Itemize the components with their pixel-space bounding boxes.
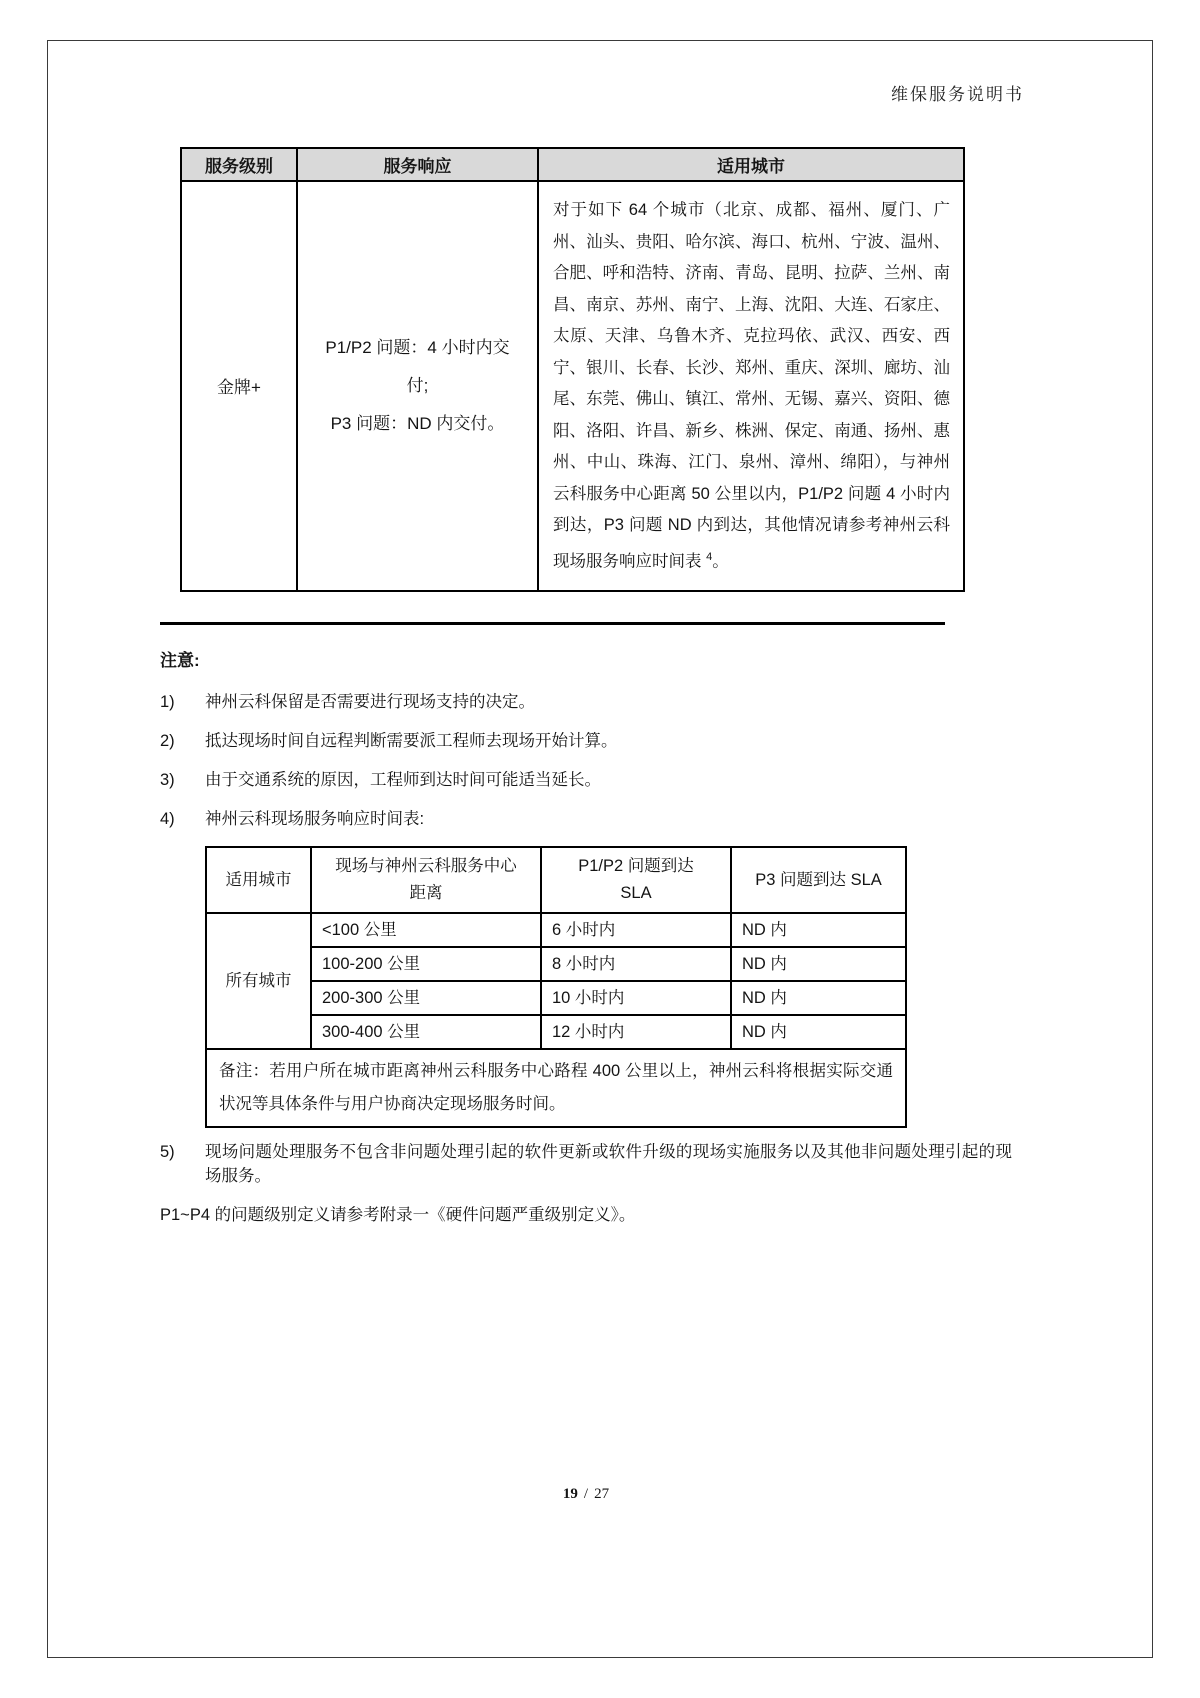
note-item-2 [160, 729, 1012, 753]
service-level-table [180, 147, 965, 592]
city-scope-cell: 所有城市 [206, 913, 311, 1049]
table-row [206, 947, 906, 981]
p3-sla-cell: ND 内 [731, 981, 906, 1015]
p1p2-sla-cell: 6 小时内 [541, 913, 731, 947]
service-response-cell [297, 181, 538, 591]
response-p3-text: P3 问题：ND 内交付。 [330, 413, 505, 433]
p1p2-sla-cell: 8 小时内 [541, 947, 731, 981]
table-row [206, 1015, 906, 1049]
column-header-service-level: 服务级别 [181, 148, 297, 181]
cities-paragraph: 对于如下 64 个城市（北京、成都、福州、厦门、广州、汕头、贵阳、哈尔滨、海口、杭州、宁波、温州、合肥、呼和浩特、济南、青岛、昆明、拉萨、兰州、南昌、南京、苏州、南宁、上海、沈阳、大连、石家庄、太原、天津、乌鲁木齐、克拉玛依、武汉、西安、西宁、银川、长春、长沙、郑州、重庆、深圳、廊坊、汕尾、东莞、佛山、镇江、常州、无锡、嘉兴、资阳、德阳、洛阳、许昌、新乡、株洲、保定、南通、扬州、惠州、中山、珠海、江门、泉州、漳州、绵阳），与神州云科服务中心距离 50 公里以内，P1/P2 问题 4 小时内到达，P3 问题 ND 内到达，其他情况请参考神州云科现场服务响应时间表 [553, 201, 950, 570]
note-number: 4) [160, 810, 175, 828]
note-item-4 [160, 807, 1012, 831]
page-number-current: 19 [562, 1486, 578, 1502]
section-divider [160, 622, 945, 625]
service-table-header-row [181, 148, 964, 181]
document-header-title: 维保服务说明书 [891, 85, 1024, 104]
column-header-distance [311, 847, 541, 913]
note-number: 2) [160, 732, 175, 750]
p3-sla-cell: ND 内 [731, 947, 906, 981]
note-number: 1) [160, 693, 175, 711]
column-header-p3-sla: P3 问题到达 SLA [731, 847, 906, 913]
page-number-total: 27 [594, 1486, 610, 1502]
note-number: 5) [160, 1143, 175, 1161]
applicable-cities-cell [538, 181, 964, 591]
notes-title: 注意: [160, 651, 200, 670]
service-level-cell: 金牌+ [181, 181, 297, 591]
note-text: 神州云科保留是否需要进行现场支持的决定。 [205, 693, 535, 711]
footnote-reference: 4 [706, 550, 713, 563]
note-text: 由于交通系统的原因，工程师到达时间可能适当延长。 [205, 771, 601, 789]
note-item-5 [160, 1140, 1012, 1188]
note-number: 3) [160, 771, 175, 789]
note-text: 抵达现场时间自远程判断需要派工程师去现场开始计算。 [205, 732, 618, 750]
response-p1p2-text: P1/P2 问题：4 小时内交付; [325, 337, 510, 395]
page-number-separator: / [583, 1486, 589, 1502]
table-row [206, 913, 906, 947]
remark-cell: 备注：若用户所在城市距离神州云科服务中心路程 400 公里以上，神州云科将根据实际交通状况等具体条件与用户协商决定现场服务时间。 [206, 1049, 906, 1127]
distance-cell: 300-400 公里 [311, 1015, 541, 1049]
p3-sla-cell: ND 内 [731, 1015, 906, 1049]
header-line: 现场与神州云科服务中心 [335, 857, 517, 875]
p3-sla-cell: ND 内 [731, 913, 906, 947]
table-row [206, 981, 906, 1015]
appendix-reference-text: P1~P4 的问题级别定义请参考附录一《硬件问题严重级别定义》。 [160, 1206, 636, 1224]
remark-row [206, 1049, 906, 1127]
page-footer [160, 1486, 1012, 1503]
column-header-city: 适用城市 [206, 847, 311, 913]
note-item-1 [160, 690, 1012, 714]
p1p2-sla-cell: 12 小时内 [541, 1015, 731, 1049]
column-header-applicable-cities: 适用城市 [538, 148, 964, 181]
p1p2-sla-cell: 10 小时内 [541, 981, 731, 1015]
note-item-3 [160, 768, 1012, 792]
distance-cell: <100 公里 [311, 913, 541, 947]
header-line: SLA [620, 884, 652, 902]
distance-cell: 100-200 公里 [311, 947, 541, 981]
response-time-table [205, 846, 907, 1128]
header-line: 距离 [409, 884, 443, 902]
cities-paragraph-end: 。 [712, 552, 729, 570]
column-header-p1p2-sla [541, 847, 731, 913]
distance-cell: 200-300 公里 [311, 981, 541, 1015]
response-time-header-row [206, 847, 906, 913]
notes-section [160, 648, 1012, 1227]
note-text: 神州云科现场服务响应时间表: [205, 810, 425, 828]
note-text: 现场问题处理服务不包含非问题处理引起的软件更新或软件升级的现场实施服务以及其他非问题处理引起的现场服务。 [205, 1143, 1012, 1185]
header-line: P1/P2 问题到达 [578, 857, 694, 875]
table-row [181, 181, 964, 591]
column-header-service-response: 服务响应 [297, 148, 538, 181]
